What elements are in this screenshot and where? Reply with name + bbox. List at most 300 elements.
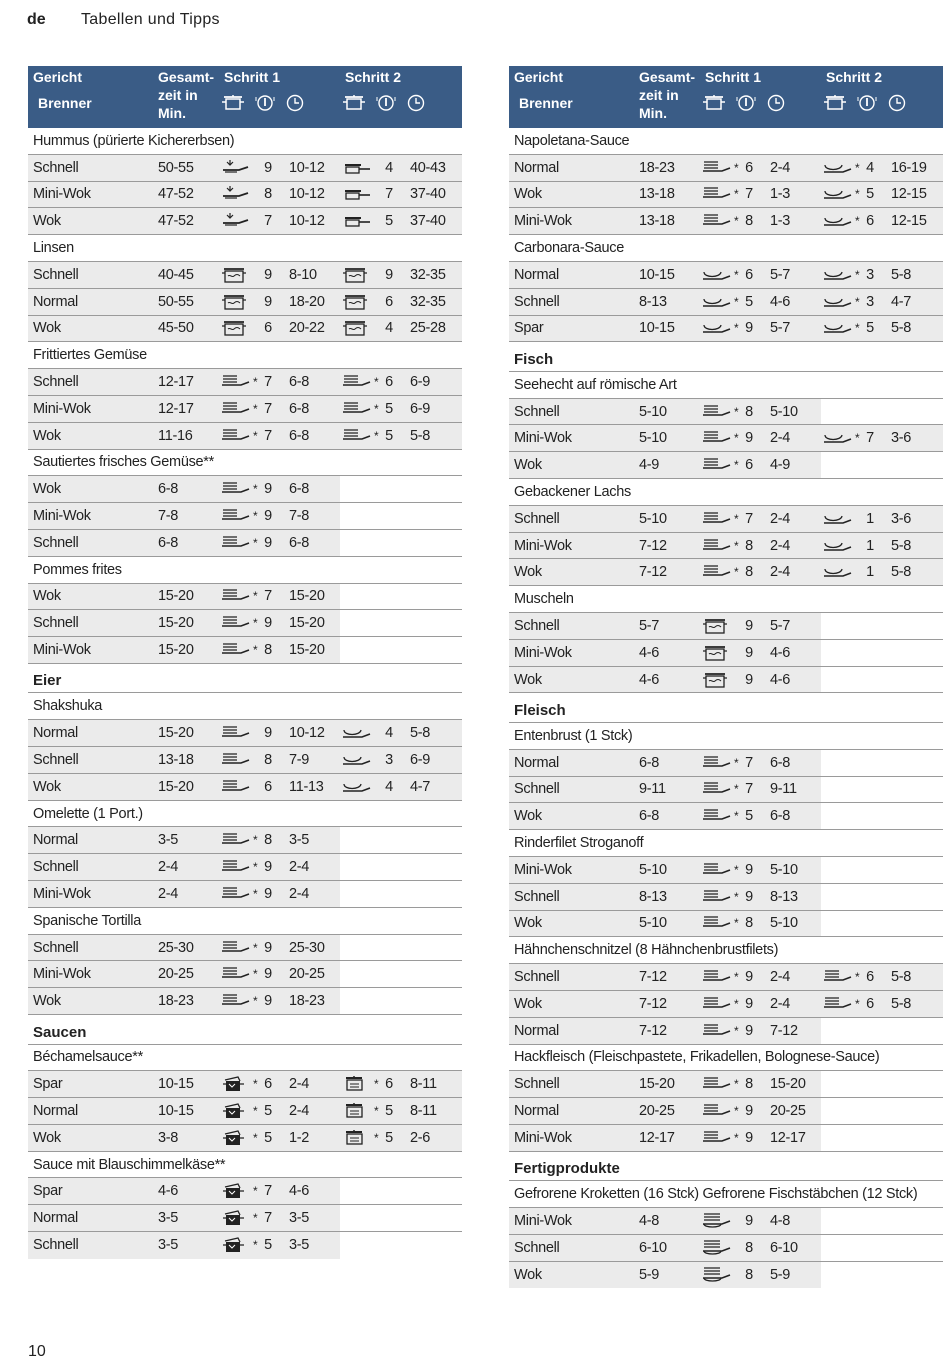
table-body [509,128,943,1288]
burner-cell: Schnell [509,1235,634,1261]
section-heading: Eier [28,664,462,694]
total-time-cell: 12-17 [153,369,219,395]
language-code: de [27,11,46,28]
s1-level: 7 [264,427,272,444]
table-row [28,584,462,611]
s2-cell [821,506,943,532]
s1-time: 4-8 [770,1212,791,1229]
s2-time: 5-8 [891,320,912,337]
s1-time: 2-4 [770,969,791,985]
s1-star: * [253,940,258,955]
s2-cell [340,316,462,342]
s2-time: 37-40 [410,186,446,203]
total-time-cell: 25-30 [153,935,219,961]
s1-star: * [734,538,739,553]
total-time-cell: 7-12 [634,964,700,990]
s1-cell [219,1232,340,1259]
pot-icon [340,316,374,342]
total-time-cell: 13-18 [634,208,700,234]
s2-star: * [374,1103,379,1118]
table-row [509,991,943,1018]
s2-cell [821,533,943,559]
s2-level: 6 [866,995,874,1012]
s1-level: 5 [264,1129,272,1146]
total-time-cell: 10-15 [153,1098,219,1124]
pan-oil-icon [821,964,855,990]
pan-oil-icon [219,827,253,853]
table-row [509,262,943,289]
s1-level: 7 [264,213,272,230]
s1-level: 6 [745,266,753,283]
table-row [509,289,943,316]
pan-oil-icon [700,452,734,478]
total-time-cell: 10-15 [634,262,700,288]
burner-cell: Wok [28,988,153,1014]
s1-star: * [253,535,258,550]
s1-star: * [734,404,739,419]
dish-name-row: Carbonara-Sauce [509,235,943,262]
s1-cell [219,208,340,234]
pan-oil-icon [700,777,734,803]
total-time-cell: 12-17 [634,1125,700,1151]
total-time-cell: 50-55 [153,155,219,181]
header-schritt-2: Schritt 2 [345,69,402,85]
s1-level: 9 [745,320,753,337]
pot-icon [219,316,253,342]
saucepan-icon [219,1232,253,1259]
total-time-cell: 8-13 [634,289,700,315]
table-row [28,827,462,854]
s2-level: 1 [866,564,874,581]
s1-level: 7 [745,754,753,771]
burner-cell: Mini-Wok [28,503,153,529]
s1-time: 4-6 [770,671,791,688]
total-time-cell: 20-25 [634,1098,700,1124]
burner-cell: Wok [509,182,634,208]
s1-time: 5-7 [770,320,791,337]
s2-cell [821,1235,943,1261]
burner-cell: Wok [509,559,634,585]
s1-time: 7-12 [770,1022,798,1039]
s1-level: 9 [745,1102,753,1119]
s1-time: 20-25 [770,1102,806,1119]
s1-level: 9 [745,430,753,447]
pan-lid-icon [340,208,374,234]
s1-cell [700,613,821,639]
s1-level: 8 [745,1266,753,1283]
burner-cell: Schnell [509,613,634,639]
timer-icon [280,94,310,112]
burner-cell: Normal [28,1205,153,1231]
table-row [509,208,943,235]
s2-star: * [855,970,860,984]
total-time-cell: 5-10 [634,911,700,937]
total-time-cell: 8-13 [634,884,700,910]
total-time-cell: 6-10 [634,1235,700,1261]
burner-cell: Schnell [28,155,153,181]
s1-level: 9 [745,861,753,878]
pan-oil-icon [219,854,253,880]
pan-oil-icon [700,911,734,937]
dish-name-row: Béchamelsauce** [28,1045,462,1072]
s1-star: * [734,1103,739,1118]
total-time-cell: 5-10 [634,857,700,883]
s2-level: 5 [385,1102,393,1119]
s1-star: * [253,616,258,631]
burner-cell: Spar [28,1071,153,1097]
burner-cell: Schnell [28,262,153,288]
burner-cell: Mini-Wok [509,208,634,234]
pan-oil-icon [700,182,734,208]
total-time-cell: 6-8 [153,530,219,556]
dish-name-row: Spanische Tortilla [28,908,462,935]
s1-time: 10-12 [289,186,325,203]
s1-level: 8 [745,1239,753,1256]
s2-time: 2-6 [410,1129,431,1146]
burner-cell: Schnell [509,1071,634,1097]
s1-star: * [253,482,258,497]
total-time-cell: 15-20 [153,584,219,610]
fryer-icon [700,1235,734,1261]
pot-icon [341,94,371,112]
total-time-cell: 47-52 [153,208,219,234]
total-time-cell: 6-8 [153,476,219,502]
dish-name-row: Seehecht auf römische Art [509,372,943,399]
s1-star: * [253,1211,258,1226]
table-row [28,961,462,988]
dish-name-row: Linsen [28,235,462,262]
table-row [509,533,943,560]
s2-cell [340,1205,462,1231]
total-time-cell: 5-10 [634,399,700,425]
pan-oil-icon [219,584,253,610]
s2-cell [340,182,462,208]
pan-oil-icon [340,396,374,422]
burner-cell: Schnell [28,610,153,636]
s1-star: * [734,996,739,1011]
table-row [509,399,943,426]
pan-oil-icon [219,961,253,987]
s1-time: 10-12 [289,213,325,230]
page-number: 10 [28,1343,46,1360]
pan-oil-icon [340,369,374,395]
s1-time: 15-20 [770,1076,806,1093]
s1-cell [700,182,821,208]
pan-oil-icon [219,610,253,636]
s2-cell [821,1098,943,1124]
burner-cell: Normal [509,1018,634,1044]
s1-time: 10-12 [289,725,325,742]
dish-name-row: Entenbrust (1 Stck) [509,723,943,750]
s2-cell [340,584,462,610]
table-row [509,506,943,533]
s1-star: * [734,862,739,877]
s2-cell [340,1098,462,1124]
table-row [509,452,943,479]
s1-time: 6-8 [289,374,310,391]
right-table [509,66,943,1288]
s2-time: 5-8 [891,995,912,1012]
s2-cell [821,911,943,937]
table-row [28,610,462,637]
burner-cell: Spar [28,1178,153,1204]
pan-oil-icon [219,988,253,1014]
table-row [28,423,462,450]
s1-cell [700,1098,821,1124]
s1-cell [219,854,340,880]
pan-icon [340,774,374,800]
s2-cell [340,720,462,746]
s1-cell [219,423,340,449]
s1-level: 9 [264,939,272,956]
header-schritt-1: Schritt 1 [705,69,762,85]
s1-star: * [253,1238,258,1253]
table-row [509,182,943,209]
timer-icon [761,94,791,112]
s2-cell [821,155,943,181]
s2-star: * [855,321,860,336]
pan-oil-icon [821,991,855,1017]
s2-cell [340,961,462,987]
total-time-cell: 45-50 [153,316,219,342]
level-icon [371,94,401,112]
s2-time: 5-8 [891,537,912,554]
s1-time: 10-12 [289,159,325,176]
burner-cell: Wok [28,423,153,449]
s2-cell [821,1018,943,1044]
pan-oil-icon [700,533,734,559]
s1-cell [219,503,340,529]
s2-cell [340,1125,462,1151]
total-time-cell: 7-8 [153,503,219,529]
total-time-cell: 47-52 [153,182,219,208]
s1-level: 9 [745,1212,753,1229]
pan-icon [821,425,855,451]
table-row [28,316,462,343]
s1-star: * [734,1130,739,1145]
s2-star: * [374,428,379,443]
s1-star: * [253,1077,258,1092]
pan-icon [821,182,855,208]
s2-cell [821,964,943,990]
s2-level: 5 [385,400,393,417]
pot-icon [700,640,734,666]
table-row [509,1098,943,1125]
s2-time: 8-11 [410,1076,437,1093]
table-row [28,530,462,557]
s2-cell [340,1178,462,1204]
header-schritt-2: Schritt 2 [826,69,883,85]
table-row [28,208,462,235]
s2-time: 3-6 [891,430,912,447]
s2-cell [821,803,943,829]
pan-icon [340,747,374,773]
table-row [28,503,462,530]
header-brenner: Brenner [38,95,92,111]
burner-cell: Schnell [509,399,634,425]
s1-level: 9 [264,885,272,902]
timer-icon [882,94,912,112]
s1-level: 5 [264,1237,272,1254]
s1-cell [700,1125,821,1151]
s2-level: 6 [866,213,874,230]
pan-icon [340,720,374,746]
s1-level: 7 [745,781,753,798]
table-row [28,1071,462,1098]
s2-level: 3 [866,266,874,283]
s2-cell [821,884,943,910]
header-icons-schritt-1 [220,94,310,112]
burner-cell: Normal [509,750,634,776]
s2-level: 1 [866,537,874,554]
burner-cell: Mini-Wok [509,533,634,559]
total-time-cell: 12-17 [153,396,219,422]
total-time-cell: 4-8 [634,1208,700,1234]
s1-cell [700,425,821,451]
total-time-cell: 15-20 [153,610,219,636]
burner-cell: Schnell [28,1232,153,1259]
s1-level: 9 [745,644,753,661]
s1-time: 2-4 [289,859,310,876]
s2-star: * [374,375,379,390]
s1-time: 12-17 [770,1129,806,1146]
s1-level: 8 [264,832,272,849]
s1-star: * [253,833,258,848]
s1-cell [700,399,821,425]
table-row [28,774,462,801]
s1-star: * [253,401,258,416]
total-time-cell: 40-45 [153,262,219,288]
pan-oil-icon [700,803,734,829]
table-row [28,881,462,908]
s1-star: * [734,431,739,446]
burner-cell: Mini-Wok [509,640,634,666]
dish-name-row: Hackfleisch (Fleischpastete, Frikadellen, Bolognese-Sauce) [509,1045,943,1072]
table-row [509,667,943,694]
s1-star: * [734,160,739,175]
s1-star: * [253,1103,258,1118]
table-row [28,476,462,503]
s1-time: 7-9 [289,751,310,768]
s1-time: 1-3 [770,186,791,203]
table-row [509,316,943,343]
s2-cell [340,774,462,800]
section-heading: Fisch [509,342,943,372]
page-header [27,8,220,32]
s1-cell [219,720,340,746]
burner-cell: Normal [28,827,153,853]
s2-cell [340,396,462,422]
table-row [28,155,462,182]
burner-cell: Mini-Wok [28,182,153,208]
s1-time: 5-9 [770,1266,791,1283]
table-row [28,396,462,423]
s1-level: 7 [264,400,272,417]
s2-time: 5-8 [891,969,912,985]
burner-cell: Mini-Wok [28,881,153,907]
table-row [28,747,462,774]
s1-cell [219,584,340,610]
s1-star: * [253,886,258,901]
s2-cell [340,988,462,1014]
burner-cell: Normal [509,155,634,181]
s1-time: 25-30 [289,939,325,956]
table-row [509,1018,943,1045]
burner-cell: Wok [28,476,153,502]
s1-star: * [734,267,739,282]
burner-cell: Schnell [28,530,153,556]
header-gesamtzeit-1: Gesamt- [639,69,696,85]
burner-cell: Mini-Wok [509,857,634,883]
s2-cell [340,423,462,449]
pot-lid-icon [340,1071,374,1097]
s1-level: 8 [745,537,753,554]
burner-cell: Wok [509,803,634,829]
burner-cell: Schnell [28,935,153,961]
total-time-cell: 10-15 [153,1071,219,1097]
s1-level: 9 [264,966,272,983]
pressure-pot-icon [219,155,253,181]
saucepan-icon [219,1071,253,1097]
level-icon [731,94,761,112]
section-heading: Fertigprodukte [509,1152,943,1182]
s1-level: 8 [745,213,753,230]
s1-cell [219,369,340,395]
s1-cell [700,991,821,1017]
s2-time: 3-6 [891,510,912,527]
s1-level: 5 [745,293,753,310]
s1-star: * [253,509,258,524]
s1-star: * [253,375,258,390]
s2-cell [340,1232,462,1259]
s2-cell [821,613,943,639]
s1-time: 8-10 [289,266,317,283]
s2-time: 6-9 [410,374,431,391]
header-icons-schritt-2 [822,94,912,112]
s1-time: 2-4 [770,159,791,176]
total-time-cell: 9-11 [634,777,700,803]
s1-cell [219,530,340,556]
s1-cell [700,208,821,234]
dish-name-row: Napoletana-Sauce [509,128,943,155]
s2-time: 4-7 [410,778,431,795]
s1-level: 7 [264,588,272,605]
s2-star: * [374,401,379,416]
s1-time: 4-6 [289,1183,310,1200]
s1-level: 9 [745,995,753,1012]
s1-cell [219,637,340,663]
s2-cell [821,667,943,693]
s2-time: 25-28 [410,320,446,337]
s2-cell [821,316,943,342]
s1-cell [219,827,340,853]
pot-icon [340,262,374,288]
table-row [509,1262,943,1289]
dish-name-row: Hummus (pürierte Kichererbsen) [28,128,462,155]
table-row [28,1232,462,1259]
pan-oil-icon [700,991,734,1017]
pan-oil-icon [700,750,734,776]
s1-level: 7 [264,1183,272,1200]
s2-level: 7 [385,186,393,203]
s1-cell [219,1205,340,1231]
total-time-cell: 3-5 [153,1232,219,1259]
burner-cell: Wok [28,208,153,234]
s2-cell [340,747,462,773]
header-icons-schritt-2 [341,94,431,112]
table-row [509,884,943,911]
table-body [28,128,462,1259]
